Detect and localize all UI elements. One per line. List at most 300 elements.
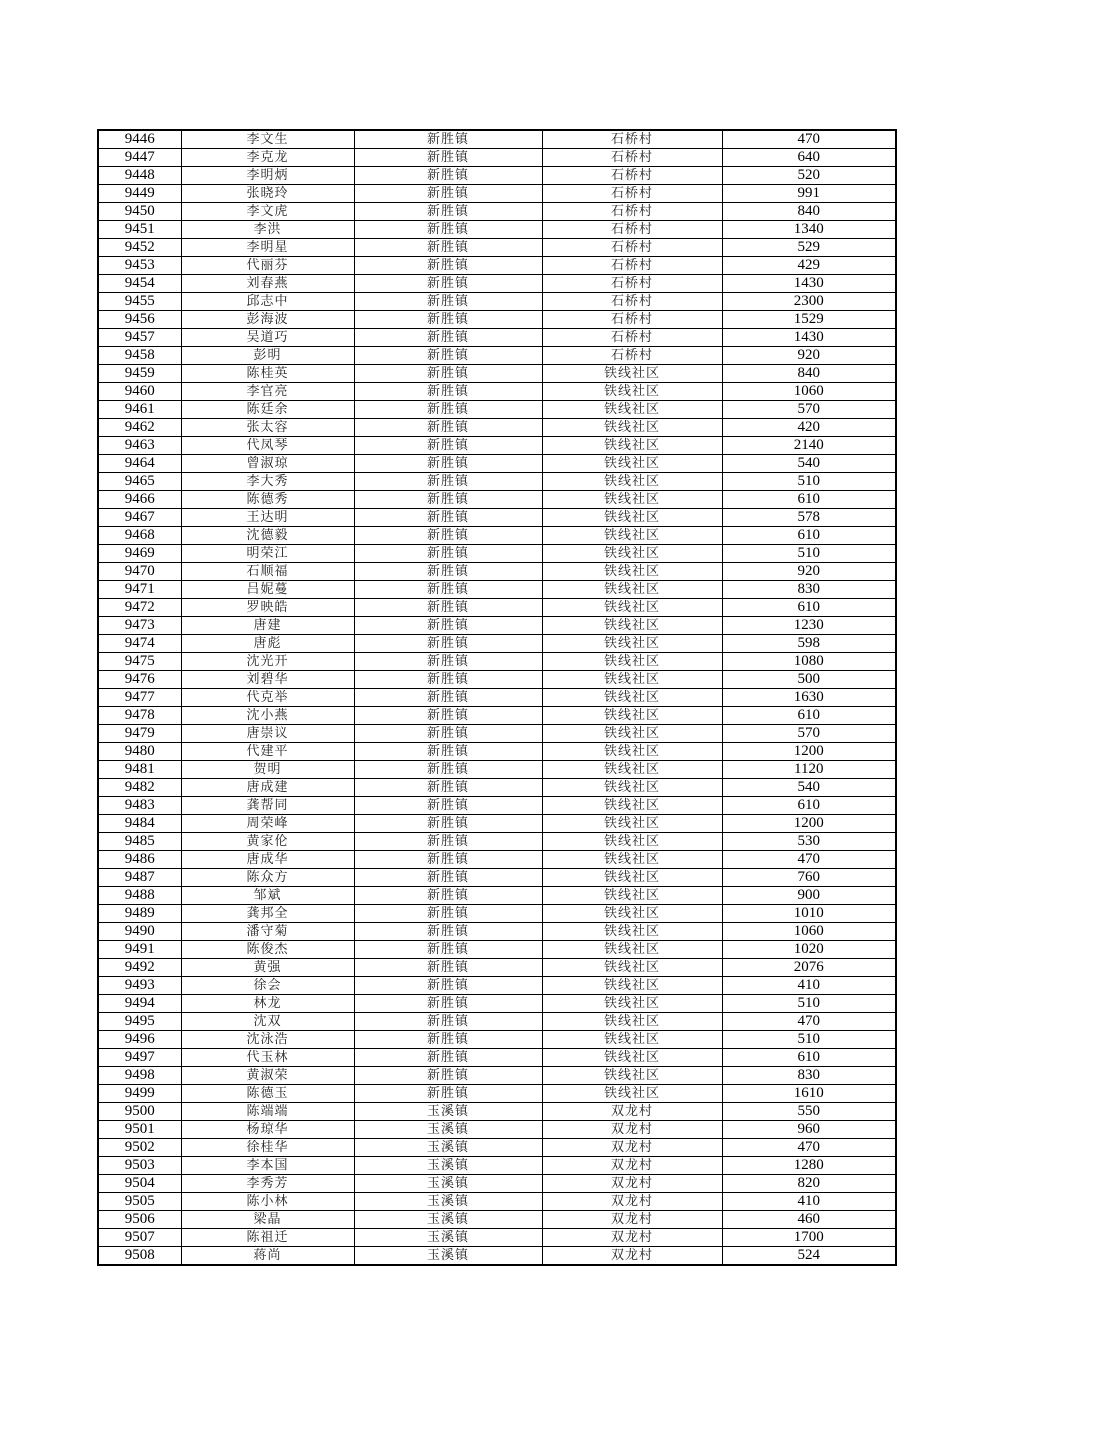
- town-cell: 新胜镇: [354, 419, 542, 437]
- table-row: [98, 239, 896, 257]
- name-cell: 代丽芬: [181, 257, 354, 275]
- id-cell: 9472: [98, 599, 181, 617]
- town-cell: 新胜镇: [354, 239, 542, 257]
- amount-cell: 510: [722, 473, 896, 491]
- village-cell: 石桥村: [542, 130, 722, 149]
- id-cell: 9459: [98, 365, 181, 383]
- village-cell: 石桥村: [542, 347, 722, 365]
- name-cell: 邱志中: [181, 293, 354, 311]
- village-cell: 石桥村: [542, 167, 722, 185]
- village-cell: 铁线社区: [542, 707, 722, 725]
- id-cell: 9463: [98, 437, 181, 455]
- amount-cell: 760: [722, 869, 896, 887]
- amount-cell: 1200: [722, 743, 896, 761]
- id-cell: 9494: [98, 995, 181, 1013]
- name-cell: 曾淑琼: [181, 455, 354, 473]
- town-cell: 新胜镇: [354, 293, 542, 311]
- table-row: [98, 869, 896, 887]
- town-cell: 玉溪镇: [354, 1121, 542, 1139]
- town-cell: 新胜镇: [354, 779, 542, 797]
- village-cell: 铁线社区: [542, 1049, 722, 1067]
- town-cell: 玉溪镇: [354, 1193, 542, 1211]
- name-cell: 唐彪: [181, 635, 354, 653]
- amount-cell: 510: [722, 545, 896, 563]
- amount-cell: 640: [722, 149, 896, 167]
- id-cell: 9489: [98, 905, 181, 923]
- name-cell: 周荣峰: [181, 815, 354, 833]
- town-cell: 新胜镇: [354, 599, 542, 617]
- name-cell: 潘守菊: [181, 923, 354, 941]
- amount-cell: 1700: [722, 1229, 896, 1247]
- id-cell: 9462: [98, 419, 181, 437]
- village-cell: 铁线社区: [542, 581, 722, 599]
- table-row: [98, 761, 896, 779]
- village-cell: 石桥村: [542, 239, 722, 257]
- id-cell: 9464: [98, 455, 181, 473]
- amount-cell: 500: [722, 671, 896, 689]
- amount-cell: 920: [722, 563, 896, 581]
- table-row: [98, 581, 896, 599]
- amount-cell: 1010: [722, 905, 896, 923]
- table-row: [98, 149, 896, 167]
- id-cell: 9485: [98, 833, 181, 851]
- id-cell: 9482: [98, 779, 181, 797]
- id-cell: 9477: [98, 689, 181, 707]
- id-cell: 9466: [98, 491, 181, 509]
- table-row: [98, 167, 896, 185]
- id-cell: 9455: [98, 293, 181, 311]
- town-cell: 新胜镇: [354, 851, 542, 869]
- village-cell: 铁线社区: [542, 491, 722, 509]
- table-row: [98, 977, 896, 995]
- name-cell: 陈小林: [181, 1193, 354, 1211]
- table-row: [98, 311, 896, 329]
- town-cell: 新胜镇: [354, 617, 542, 635]
- amount-cell: 2076: [722, 959, 896, 977]
- name-cell: 唐成建: [181, 779, 354, 797]
- table-row: [98, 437, 896, 455]
- village-cell: 铁线社区: [542, 653, 722, 671]
- id-cell: 9486: [98, 851, 181, 869]
- amount-cell: 540: [722, 779, 896, 797]
- table-row: [98, 1103, 896, 1121]
- id-cell: 9468: [98, 527, 181, 545]
- amount-cell: 570: [722, 401, 896, 419]
- village-cell: 铁线社区: [542, 797, 722, 815]
- name-cell: 代玉林: [181, 1049, 354, 1067]
- village-cell: 石桥村: [542, 293, 722, 311]
- table-row: [98, 1193, 896, 1211]
- village-cell: 铁线社区: [542, 599, 722, 617]
- table-row: [98, 221, 896, 239]
- amount-cell: 1430: [722, 275, 896, 293]
- name-cell: 罗映皓: [181, 599, 354, 617]
- id-cell: 9451: [98, 221, 181, 239]
- table-row: [98, 1211, 896, 1229]
- town-cell: 新胜镇: [354, 923, 542, 941]
- name-cell: 吴道巧: [181, 329, 354, 347]
- town-cell: 玉溪镇: [354, 1229, 542, 1247]
- table-row: [98, 419, 896, 437]
- name-cell: 李洪: [181, 221, 354, 239]
- village-cell: 铁线社区: [542, 635, 722, 653]
- village-cell: 铁线社区: [542, 725, 722, 743]
- town-cell: 新胜镇: [354, 707, 542, 725]
- table-row: [98, 941, 896, 959]
- amount-cell: 1080: [722, 653, 896, 671]
- village-cell: 铁线社区: [542, 959, 722, 977]
- town-cell: 新胜镇: [354, 689, 542, 707]
- table-row: [98, 1085, 896, 1103]
- village-cell: 铁线社区: [542, 545, 722, 563]
- town-cell: 新胜镇: [354, 365, 542, 383]
- name-cell: 陈众方: [181, 869, 354, 887]
- village-cell: 铁线社区: [542, 527, 722, 545]
- village-cell: 铁线社区: [542, 887, 722, 905]
- id-cell: 9478: [98, 707, 181, 725]
- amount-cell: 960: [722, 1121, 896, 1139]
- amount-cell: 840: [722, 203, 896, 221]
- id-cell: 9449: [98, 185, 181, 203]
- id-cell: 9480: [98, 743, 181, 761]
- village-cell: 铁线社区: [542, 779, 722, 797]
- table-row: [98, 130, 896, 149]
- table-row: [98, 995, 896, 1013]
- amount-cell: 1280: [722, 1157, 896, 1175]
- id-cell: 9493: [98, 977, 181, 995]
- village-cell: 铁线社区: [542, 689, 722, 707]
- amount-cell: 570: [722, 725, 896, 743]
- village-cell: 双龙村: [542, 1121, 722, 1139]
- id-cell: 9496: [98, 1031, 181, 1049]
- id-cell: 9454: [98, 275, 181, 293]
- table-row: [98, 887, 896, 905]
- village-cell: 铁线社区: [542, 1067, 722, 1085]
- town-cell: 新胜镇: [354, 347, 542, 365]
- name-cell: 李明炳: [181, 167, 354, 185]
- amount-cell: 520: [722, 167, 896, 185]
- town-cell: 新胜镇: [354, 130, 542, 149]
- amount-cell: 420: [722, 419, 896, 437]
- name-cell: 陈廷余: [181, 401, 354, 419]
- town-cell: 新胜镇: [354, 995, 542, 1013]
- name-cell: 林龙: [181, 995, 354, 1013]
- table-row: [98, 797, 896, 815]
- town-cell: 玉溪镇: [354, 1211, 542, 1229]
- amount-cell: 900: [722, 887, 896, 905]
- town-cell: 新胜镇: [354, 311, 542, 329]
- id-cell: 9465: [98, 473, 181, 491]
- village-cell: 铁线社区: [542, 1085, 722, 1103]
- id-cell: 9470: [98, 563, 181, 581]
- town-cell: 新胜镇: [354, 491, 542, 509]
- table-row: [98, 725, 896, 743]
- id-cell: 9473: [98, 617, 181, 635]
- town-cell: 新胜镇: [354, 149, 542, 167]
- table-row: [98, 473, 896, 491]
- name-cell: 贺明: [181, 761, 354, 779]
- table-row: [98, 635, 896, 653]
- amount-cell: 991: [722, 185, 896, 203]
- id-cell: 9476: [98, 671, 181, 689]
- name-cell: 陈祖迁: [181, 1229, 354, 1247]
- table-row: [98, 617, 896, 635]
- table-row: [98, 563, 896, 581]
- name-cell: 李大秀: [181, 473, 354, 491]
- village-cell: 双龙村: [542, 1157, 722, 1175]
- town-cell: 新胜镇: [354, 167, 542, 185]
- amount-cell: 610: [722, 527, 896, 545]
- table-row: [98, 815, 896, 833]
- amount-cell: 1430: [722, 329, 896, 347]
- table-row: [98, 743, 896, 761]
- id-cell: 9495: [98, 1013, 181, 1031]
- town-cell: 新胜镇: [354, 941, 542, 959]
- id-cell: 9481: [98, 761, 181, 779]
- name-cell: 陈德玉: [181, 1085, 354, 1103]
- table-row: [98, 1175, 896, 1193]
- id-cell: 9503: [98, 1157, 181, 1175]
- village-cell: 铁线社区: [542, 419, 722, 437]
- table-row: [98, 1247, 896, 1266]
- village-cell: 铁线社区: [542, 761, 722, 779]
- village-cell: 铁线社区: [542, 401, 722, 419]
- table-row: [98, 599, 896, 617]
- amount-cell: 530: [722, 833, 896, 851]
- name-cell: 黄家伦: [181, 833, 354, 851]
- id-cell: 9487: [98, 869, 181, 887]
- name-cell: 陈俊杰: [181, 941, 354, 959]
- village-cell: 铁线社区: [542, 509, 722, 527]
- table-row: [98, 293, 896, 311]
- table-row: [98, 455, 896, 473]
- village-cell: 铁线社区: [542, 383, 722, 401]
- name-cell: 蒋尚: [181, 1247, 354, 1266]
- village-cell: 铁线社区: [542, 995, 722, 1013]
- town-cell: 新胜镇: [354, 383, 542, 401]
- table-row: [98, 383, 896, 401]
- town-cell: 新胜镇: [354, 185, 542, 203]
- town-cell: 新胜镇: [354, 905, 542, 923]
- id-cell: 9507: [98, 1229, 181, 1247]
- town-cell: 新胜镇: [354, 869, 542, 887]
- id-cell: 9501: [98, 1121, 181, 1139]
- name-cell: 张太容: [181, 419, 354, 437]
- name-cell: 黄淑荣: [181, 1067, 354, 1085]
- table-row: [98, 1013, 896, 1031]
- amount-cell: 540: [722, 455, 896, 473]
- town-cell: 新胜镇: [354, 797, 542, 815]
- village-cell: 铁线社区: [542, 851, 722, 869]
- town-cell: 新胜镇: [354, 203, 542, 221]
- amount-cell: 429: [722, 257, 896, 275]
- id-cell: 9479: [98, 725, 181, 743]
- id-cell: 9491: [98, 941, 181, 959]
- amount-cell: 2140: [722, 437, 896, 455]
- id-cell: 9504: [98, 1175, 181, 1193]
- village-cell: 铁线社区: [542, 833, 722, 851]
- amount-cell: 820: [722, 1175, 896, 1193]
- name-cell: 彭海波: [181, 311, 354, 329]
- amount-cell: 1340: [722, 221, 896, 239]
- amount-cell: 529: [722, 239, 896, 257]
- amount-cell: 470: [722, 130, 896, 149]
- id-cell: 9483: [98, 797, 181, 815]
- name-cell: 唐建: [181, 617, 354, 635]
- table-row: [98, 257, 896, 275]
- village-cell: 铁线社区: [542, 617, 722, 635]
- name-cell: 沈小燕: [181, 707, 354, 725]
- town-cell: 新胜镇: [354, 437, 542, 455]
- table-row: [98, 707, 896, 725]
- table-row: [98, 1229, 896, 1247]
- village-cell: 铁线社区: [542, 869, 722, 887]
- village-cell: 铁线社区: [542, 473, 722, 491]
- town-cell: 新胜镇: [354, 1031, 542, 1049]
- name-cell: 李文生: [181, 130, 354, 149]
- table-row: [98, 185, 896, 203]
- table-row: [98, 275, 896, 293]
- village-cell: 铁线社区: [542, 815, 722, 833]
- town-cell: 新胜镇: [354, 671, 542, 689]
- amount-cell: 610: [722, 599, 896, 617]
- table-row: [98, 329, 896, 347]
- village-cell: 石桥村: [542, 329, 722, 347]
- id-cell: 9446: [98, 130, 181, 149]
- town-cell: 玉溪镇: [354, 1157, 542, 1175]
- table-row: [98, 959, 896, 977]
- town-cell: 新胜镇: [354, 815, 542, 833]
- amount-cell: 470: [722, 851, 896, 869]
- table-row: [98, 923, 896, 941]
- name-cell: 彭明: [181, 347, 354, 365]
- village-cell: 石桥村: [542, 257, 722, 275]
- name-cell: 陈桂英: [181, 365, 354, 383]
- village-cell: 铁线社区: [542, 743, 722, 761]
- amount-cell: 1120: [722, 761, 896, 779]
- village-cell: 铁线社区: [542, 941, 722, 959]
- name-cell: 龚帮同: [181, 797, 354, 815]
- name-cell: 唐成华: [181, 851, 354, 869]
- name-cell: 徐桂华: [181, 1139, 354, 1157]
- village-cell: 铁线社区: [542, 365, 722, 383]
- town-cell: 新胜镇: [354, 635, 542, 653]
- id-cell: 9469: [98, 545, 181, 563]
- town-cell: 新胜镇: [354, 581, 542, 599]
- village-cell: 铁线社区: [542, 563, 722, 581]
- town-cell: 新胜镇: [354, 761, 542, 779]
- name-cell: 张晓玲: [181, 185, 354, 203]
- amount-cell: 840: [722, 365, 896, 383]
- id-cell: 9450: [98, 203, 181, 221]
- village-cell: 石桥村: [542, 275, 722, 293]
- table-row: [98, 365, 896, 383]
- town-cell: 玉溪镇: [354, 1175, 542, 1193]
- id-cell: 9475: [98, 653, 181, 671]
- village-cell: 双龙村: [542, 1229, 722, 1247]
- name-cell: 杨琼华: [181, 1121, 354, 1139]
- name-cell: 邹斌: [181, 887, 354, 905]
- amount-cell: 2300: [722, 293, 896, 311]
- amount-cell: 470: [722, 1139, 896, 1157]
- town-cell: 新胜镇: [354, 887, 542, 905]
- amount-cell: 470: [722, 1013, 896, 1031]
- id-cell: 9453: [98, 257, 181, 275]
- amount-cell: 830: [722, 1067, 896, 1085]
- id-cell: 9460: [98, 383, 181, 401]
- name-cell: 沈光开: [181, 653, 354, 671]
- amount-cell: 410: [722, 1193, 896, 1211]
- amount-cell: 1020: [722, 941, 896, 959]
- name-cell: 刘春燕: [181, 275, 354, 293]
- amount-cell: 578: [722, 509, 896, 527]
- name-cell: 李本国: [181, 1157, 354, 1175]
- id-cell: 9502: [98, 1139, 181, 1157]
- table-row: [98, 905, 896, 923]
- id-cell: 9500: [98, 1103, 181, 1121]
- name-cell: 李明星: [181, 239, 354, 257]
- name-cell: 龚邦全: [181, 905, 354, 923]
- name-cell: 沈德毅: [181, 527, 354, 545]
- id-cell: 9448: [98, 167, 181, 185]
- amount-cell: 610: [722, 491, 896, 509]
- table-row: [98, 1049, 896, 1067]
- table-row: [98, 1139, 896, 1157]
- village-cell: 铁线社区: [542, 455, 722, 473]
- amount-cell: 460: [722, 1211, 896, 1229]
- town-cell: 新胜镇: [354, 1067, 542, 1085]
- name-cell: 代克举: [181, 689, 354, 707]
- id-cell: 9474: [98, 635, 181, 653]
- name-cell: 吕妮蔓: [181, 581, 354, 599]
- name-cell: 代建平: [181, 743, 354, 761]
- amount-cell: 510: [722, 995, 896, 1013]
- town-cell: 新胜镇: [354, 275, 542, 293]
- village-cell: 石桥村: [542, 149, 722, 167]
- id-cell: 9467: [98, 509, 181, 527]
- name-cell: 王达明: [181, 509, 354, 527]
- table-row: [98, 545, 896, 563]
- village-cell: 铁线社区: [542, 905, 722, 923]
- table-row: [98, 1157, 896, 1175]
- id-cell: 9488: [98, 887, 181, 905]
- town-cell: 新胜镇: [354, 329, 542, 347]
- id-cell: 9505: [98, 1193, 181, 1211]
- town-cell: 新胜镇: [354, 563, 542, 581]
- town-cell: 新胜镇: [354, 959, 542, 977]
- table-row: [98, 509, 896, 527]
- id-cell: 9498: [98, 1067, 181, 1085]
- name-cell: 沈泳浩: [181, 1031, 354, 1049]
- town-cell: 新胜镇: [354, 1013, 542, 1031]
- town-cell: 新胜镇: [354, 509, 542, 527]
- town-cell: 新胜镇: [354, 545, 542, 563]
- amount-cell: 1610: [722, 1085, 896, 1103]
- town-cell: 新胜镇: [354, 743, 542, 761]
- name-cell: 徐会: [181, 977, 354, 995]
- id-cell: 9458: [98, 347, 181, 365]
- village-cell: 双龙村: [542, 1139, 722, 1157]
- amount-cell: 410: [722, 977, 896, 995]
- id-cell: 9484: [98, 815, 181, 833]
- table-row: [98, 779, 896, 797]
- village-cell: 双龙村: [542, 1175, 722, 1193]
- table-row: [98, 527, 896, 545]
- village-cell: 石桥村: [542, 311, 722, 329]
- amount-cell: 610: [722, 1049, 896, 1067]
- name-cell: 明荣江: [181, 545, 354, 563]
- village-cell: 铁线社区: [542, 1013, 722, 1031]
